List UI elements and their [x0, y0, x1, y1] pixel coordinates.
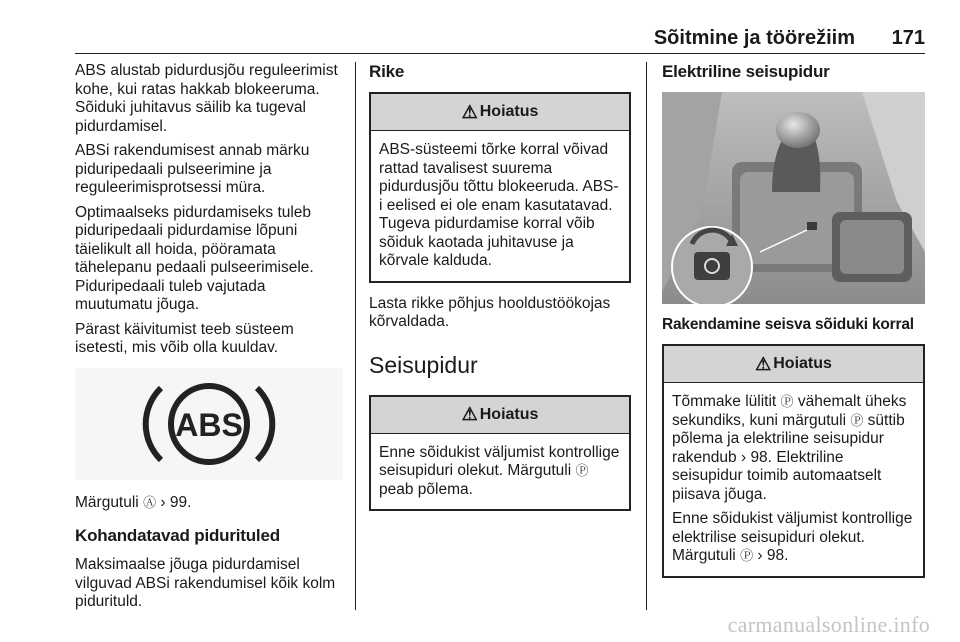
warning-box: [369, 395, 631, 512]
warning-box: [369, 92, 631, 283]
warning-text: ABS-süsteemi tõrke korral võivad rattad tavalisest suurema pidurdusjõu tõttu blokeeruda. ABS-i eelised ei ole enam kasutatavad. Tugeva pidurdamise korral võib sõiduk kaotada juhitavuse ja kõrvale kalduda.: [379, 141, 619, 269]
parking-indicator-icon: Ⓟ: [850, 412, 864, 428]
section-heading: Kohandatavad pidurituled: [75, 526, 280, 545]
warning-text: Enne sõidukist väljumist kontrollige seisupiduri olekut. Märgutuli Ⓟ peab põlema.: [379, 443, 620, 498]
abs-indicator-icon: Ⓐ: [143, 494, 157, 510]
warning-header: ⚠ Hoiatus: [371, 94, 629, 131]
paragraph: ABSi rakendumisest annab märku piduripedaali pulseerimine ja reguleerimisprotsessi müra.: [75, 142, 310, 196]
warning-text: Tõmmake lülitit Ⓟ vähemalt üheks sekundiks, kuni märgutuli Ⓟ süttib põlema ja elektriline seisupidur rakendub › 98. Elektriline seisupidur toimib automaatselt piisava jõuga.: [672, 393, 907, 503]
right-column: [662, 62, 925, 590]
parking-indicator-icon: Ⓟ: [575, 463, 589, 478]
warning-icon: ⚠: [461, 404, 478, 424]
paragraph: ABS alustab pidurdusjõu reguleerimist kohe, kui ratas hakkab blokeeruma. Sõiduki juhitavus säilib ka tugeval pidurdamisel.: [75, 62, 338, 135]
parking-brake-photo: [662, 92, 925, 304]
parking-indicator-icon: Ⓟ: [740, 548, 754, 563]
indicator-reference: Märgutuli Ⓐ › 99.: [75, 493, 192, 511]
warning-icon: ⚠: [461, 101, 478, 122]
section-subheading: Rakendamine seisva sõiduki korral: [662, 316, 914, 333]
section-heading: Seisupidur: [369, 351, 478, 378]
paragraph: Optimaalseks pidurdamiseks tuleb piduripedaali pidurdamise lõpuni täielikult all hoida, pööramata tähelepanu pedaali pulseerimisele. Piduripedaali tuleb vajutada muutumatu jõuga.: [75, 203, 314, 313]
warning-header: ⚠ Hoiatus: [664, 346, 923, 383]
warning-box: [662, 344, 925, 578]
warning-text: Enne sõidukist väljumist kontrollige elektrilise seisupiduri olekut. Märgutuli Ⓟ › 98.: [672, 510, 913, 564]
abs-figure-label: ABS: [175, 406, 243, 443]
paragraph: Maksimaalse jõuga pidurdamisel vilguvad ABSi rakendumisel kõik kolm pidurituld.: [75, 556, 336, 610]
page-ref-icon: ›: [757, 547, 763, 564]
column-divider: [355, 62, 356, 610]
page-ref-icon: ›: [740, 448, 747, 466]
warning-header: ⚠ Hoiatus: [371, 397, 629, 434]
paragraph: Pärast käivitumist teeb süsteem isetesti, mis võib olla kuuldav.: [75, 320, 294, 356]
abs-symbol-icon: [75, 368, 343, 480]
parking-switch-icon: Ⓟ: [780, 394, 794, 409]
column-divider: [646, 62, 647, 610]
page-ref-icon: ›: [160, 493, 166, 511]
chapter-title: Sõitmine ja töörežiim: [653, 27, 855, 49]
paragraph: Lasta rikke põhjus hooldustöökojas kõrvaldada.: [369, 294, 611, 330]
section-heading: Rike: [369, 62, 405, 81]
middle-column: [369, 62, 631, 523]
abs-warning-figure: [75, 368, 343, 480]
left-column: [75, 62, 343, 618]
page-header: [75, 25, 925, 54]
page-number: 171: [891, 27, 925, 49]
warning-icon: ⚠: [755, 353, 772, 374]
section-heading: Elektriline seisupidur: [662, 62, 830, 81]
watermark: carmanualsonline.info: [727, 612, 930, 637]
